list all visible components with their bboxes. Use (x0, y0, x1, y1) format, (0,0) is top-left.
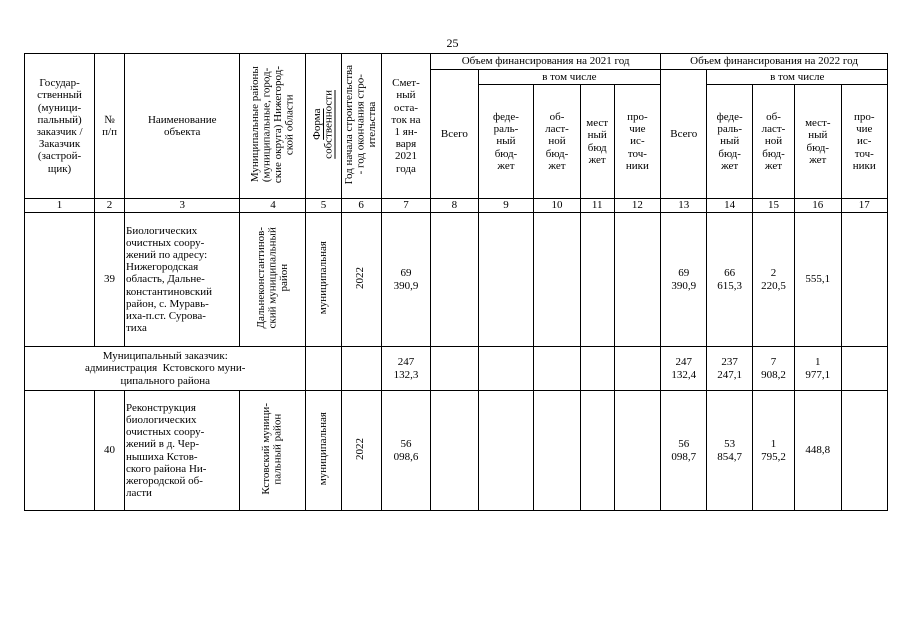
regional-2021 (534, 347, 580, 391)
ownership-cell (306, 391, 341, 511)
ownership-cell (306, 213, 341, 347)
table-row (25, 213, 888, 347)
year-cell (341, 213, 381, 347)
header-years (341, 54, 381, 199)
header-customer: Государ- ственный (муници- пальный) заказчик / Заказчик (застрой- щик) (25, 54, 95, 199)
column-number: 5 (306, 199, 341, 213)
table-row (25, 347, 888, 391)
local-2021 (580, 391, 614, 511)
local-2021 (580, 213, 614, 347)
regional-2022: 1 795,2 (752, 391, 794, 511)
other-2022 (841, 391, 888, 511)
header-fin-2022: Объем финансирования на 2022 год (661, 54, 888, 70)
column-number: 3 (125, 199, 240, 213)
column-number: 2 (95, 199, 125, 213)
column-number: 16 (795, 199, 841, 213)
header-regional-2021: об- ласт- ной бюд- жет (534, 85, 580, 199)
header-other-2022: про- чие ис- точ- ники (841, 85, 888, 199)
header-fin-2021: Объем финансирования на 2021 год (431, 54, 661, 70)
column-number: 4 (240, 199, 306, 213)
header-municipal-districts-text: Муниципальные районы (муниципальные, город- ские округа) Нижегород- ской области (248, 65, 296, 183)
year-text: 2022 (354, 266, 367, 289)
page-number: 25 (446, 36, 459, 50)
header-including-2022: в том числе (707, 70, 888, 85)
estimate-remainder: 247 132,3 (381, 347, 430, 391)
column-number: 12 (614, 199, 660, 213)
row-num: 40 (95, 391, 125, 511)
local-2022: 1 977,1 (795, 347, 841, 391)
column-number: 15 (752, 199, 794, 213)
column-number-row (25, 199, 888, 213)
financing-table (24, 53, 888, 511)
header-ownership-form-text: Форма собственности (310, 89, 335, 159)
other-2021 (614, 391, 660, 511)
column-number: 10 (534, 199, 580, 213)
header-federal-2022: феде- раль- ный бюд- жет (707, 85, 752, 199)
other-2021 (614, 347, 660, 391)
municipal-customer-label: Муниципальный заказчик: администрация Кстовского муни- ципального района (25, 347, 306, 391)
header-local-2022: мест- ный бюд- жет (795, 85, 841, 199)
total-2021 (431, 391, 478, 511)
header-ownership-form (306, 54, 341, 199)
column-number: 8 (431, 199, 478, 213)
column-number: 7 (381, 199, 430, 213)
header-municipal-districts (240, 54, 306, 199)
header-estimate-remainder: Смет- ный оста- ток на 1 ян- варя 2021 года (381, 54, 430, 199)
total-2022: 247 132,4 (661, 347, 707, 391)
header-total-2022: Всего (661, 70, 707, 199)
customer-cell (25, 213, 95, 347)
estimate-remainder: 56 098,6 (381, 391, 430, 511)
local-2022: 448,8 (795, 391, 841, 511)
local-2022: 555,1 (795, 213, 841, 347)
ownership-cell (306, 347, 341, 391)
district-text: Кстовский муници- пальный район (260, 403, 284, 495)
regional-2021 (534, 391, 580, 511)
district-text: Дальнеконстантинов- ский муниципальный район (254, 227, 290, 329)
total-2021 (431, 347, 478, 391)
column-number: 17 (841, 199, 888, 213)
header-total-2021: Всего (431, 70, 478, 199)
ownership-text: муниципальная (316, 241, 329, 315)
header-federal-2021: феде- раль- ный бюд- жет (478, 85, 534, 199)
federal-2021 (478, 213, 534, 347)
header-including-2021: в том числе (478, 70, 660, 85)
federal-2021 (478, 347, 534, 391)
object-name: Биологических очистных соору- жений по адресу: Нижегородская область, Дальне- константиновский район, с. Муравь- иха-п.ст. Сурова- тиха (125, 213, 240, 347)
total-2021 (431, 213, 478, 347)
other-2021 (614, 213, 660, 347)
ownership-text: муниципальная (316, 412, 329, 486)
federal-2022: 66 615,3 (707, 213, 752, 347)
other-2022 (841, 347, 888, 391)
total-2022: 56 098,7 (661, 391, 707, 511)
header-num: № п/п (95, 54, 125, 199)
federal-2022: 53 854,7 (707, 391, 752, 511)
district-cell (240, 391, 306, 511)
header-local-2021: мест ный бюд жет (580, 85, 614, 199)
customer-cell (25, 391, 95, 511)
total-2022: 69 390,9 (661, 213, 707, 347)
column-number: 13 (661, 199, 707, 213)
column-number: 6 (341, 199, 381, 213)
object-name: Реконструкция биологических очистных соору- жений в д. Чер- нышиха Кстов- ского района Ни- жегородской об- ласти (125, 391, 240, 511)
estimate-remainder: 69 390,9 (381, 213, 430, 347)
regional-2022: 7 908,2 (752, 347, 794, 391)
column-number: 1 (25, 199, 95, 213)
header-regional-2022: об- ласт- ной бюд- жет (752, 85, 794, 199)
regional-2021 (534, 213, 580, 347)
federal-2021 (478, 391, 534, 511)
table-row (25, 391, 888, 511)
local-2021 (580, 347, 614, 391)
header-years-text: Год начала строительства - год окончания стро- ительства (342, 64, 378, 185)
district-cell (240, 213, 306, 347)
other-2022 (841, 213, 888, 347)
column-number: 14 (707, 199, 752, 213)
column-number: 9 (478, 199, 534, 213)
year-text: 2022 (354, 437, 367, 460)
year-cell (341, 391, 381, 511)
row-num: 39 (95, 213, 125, 347)
regional-2022: 2 220,5 (752, 213, 794, 347)
federal-2022: 237 247,1 (707, 347, 752, 391)
year-cell (341, 347, 381, 391)
header-other-2021: про- чие ис- точ- ники (614, 85, 660, 199)
column-number: 11 (580, 199, 614, 213)
header-object-name: Наименование объекта (125, 54, 240, 199)
